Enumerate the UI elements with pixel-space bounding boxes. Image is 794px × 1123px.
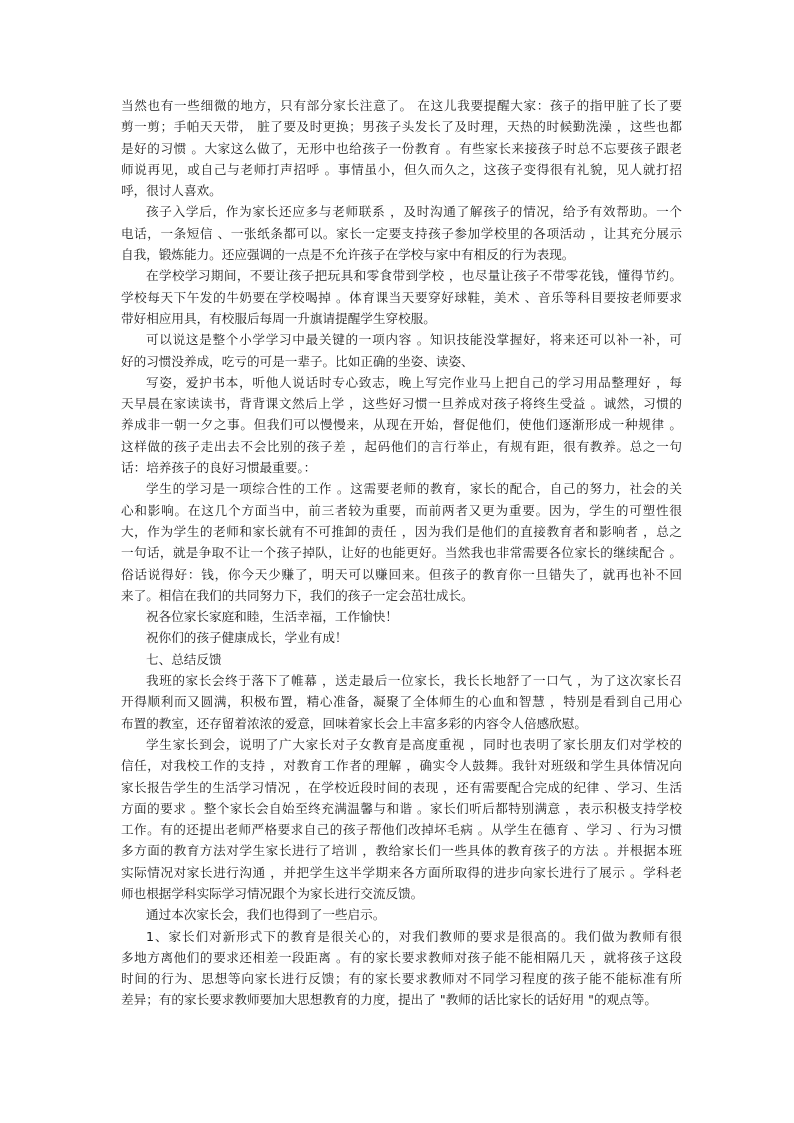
paragraph-line: 家长报告学生的生活学习情况 ，在学校近段时间的表现 ，还有需要配合完成的纪律 、学习、生活	[121, 779, 682, 795]
paragraph-line: 信任，对我校工作的支持 ，对教育工作者的理解 ，确实令人鼓舞。我针对班级和学生具体情况向	[121, 758, 682, 774]
paragraph-line: 带好相应用具，有校服后每周一升旗请提醒学生穿校服。	[121, 310, 436, 326]
paragraph-line: 学生家长到会，说明了广大家长对子女教育是高度重视 ，同时也表明了家长朋友们对学校的	[146, 736, 682, 752]
paragraph-line: 实际情况对家长进行沟通 ，并把学生这半学期来各方面所取得的进步向家长进行了展示 。学科老	[121, 864, 682, 880]
paragraph	[121, 926, 682, 1011]
paragraph-line: 方面的要求 。整个家长会自始至终充满温馨与和谐 。家长们听后都特别满意 ，表示积极支持学校	[121, 800, 682, 816]
paragraph-line: 我班的家长会终于落下了帷幕 ，送走最后一位家长，我长长地舒了一口气 ，为了这次家长召	[146, 673, 682, 689]
paragraph-line: 俗话说得好：钱，你今天少赚了，明天可以赚回来。但孩子的教育你一旦错失了，就再也补不回	[121, 566, 682, 582]
paragraph	[121, 904, 682, 925]
paragraph	[121, 606, 682, 627]
paragraph-line: 天早晨在家读读书，背背课文然后上学 ，这些好习惯一旦养成对孩子将终生受益 。诚然，习惯的	[121, 396, 682, 412]
paragraph	[121, 372, 682, 478]
paragraph-line: 七、总结反馈	[146, 651, 222, 667]
paragraph-line: 1、家长们对新形式下的教育是很关心的，对我们教师的要求是很高的。我们做为教师有很	[146, 928, 682, 944]
paragraph-line: 大，作为学生的老师和家长就有不可推卸的责任 ，因为我们是他们的直接教育者和影响者 ，总之	[121, 523, 682, 539]
paragraph-line: 多地方离他们的要求还相差一段距离 。有的家长要求教师对孩子能不能相隔几天 ，就将孩子这段	[121, 949, 682, 965]
paragraph-line: 时间的行为、思想等向家长进行反馈；有的家长要求教师对不同学习程度的孩子能不能标准有所	[121, 971, 682, 987]
paragraph-line: 工作。有的还提出老师严格要求自己的孩子帮他们改掉坏毛病 。从学生在德育 、学习 、行为习惯	[121, 822, 682, 838]
paragraph-line: 师也根据学科实际学习情况跟个为家长进行交流反馈。	[121, 885, 424, 901]
paragraph-line: 布置的教室，还存留着浓浓的爱意，回味着家长会上丰富多彩的内容令人倍感欣慰。	[121, 715, 587, 731]
paragraph-line: 当然也有一些细微的地方，只有部分家长注意了。 在这儿我要提醒大家：孩子的指甲脏了长了要	[121, 98, 682, 113]
paragraph-line: 电话，一条短信 、一张纸条都可以。家长一定要支持孩子参加学校里的各项活动 ，让其充分展示	[121, 225, 682, 241]
paragraph-line: 心和影响。在这几个方面当中，前三者较为重要，而前两者又更为重要。因为，学生的可塑性很	[121, 502, 682, 518]
paragraph	[121, 95, 682, 201]
paragraph	[121, 265, 682, 329]
paragraph	[121, 734, 682, 904]
paragraph-line: 这样做的孩子走出去不会比别的孩子差 ，起码他们的言行举止，有规有距，很有教养。总之一句	[121, 438, 682, 454]
paragraph-line: 开得顺利而又圆满，积极布置，精心准备，凝聚了全体师生的心血和智慧 ，特别是看到自己用心	[121, 694, 682, 710]
paragraph-line: 孩子入学后，作为家长还应多与老师联系 ，及时沟通了解孩子的情况，给予有效帮助。一个	[146, 204, 682, 220]
paragraph-line: 是好的习惯 。大家这么做了，无形中也给孩子一份教育 。有些家长来接孩子时总不忘要孩子跟老	[121, 140, 682, 156]
paragraph-line: 差异；有的家长要求教师要加大思想教育的力度，提出了 "教师的话比家长的话好用 "的观点等。	[121, 992, 657, 1008]
paragraph-line: 话：培养孩子的良好习惯最重要。：	[121, 460, 317, 476]
paragraph-line: 祝你们的孩子健康成长，学业有成！	[146, 630, 348, 646]
paragraph-line: 好的习惯没养成，吃亏的可是一辈子。比如正确的坐姿、读姿、	[121, 353, 474, 369]
paragraph	[121, 670, 682, 734]
paragraph-line: 呼，很讨人喜欢。	[121, 183, 222, 199]
paragraph-line: 自我，锻炼能力。还应强调的一点是不允许孩子在学校与家中有相反的行为表现。	[121, 247, 575, 263]
document-body	[121, 95, 682, 1011]
paragraph-line: 在学校学习期间，不要让孩子把玩具和零食带到学校 ，也尽量让孩子不带零花钱，懂得节约。	[146, 268, 682, 284]
paragraph	[121, 329, 682, 372]
paragraph-line: 学生的学习是一项综合性的工作 。这需要老师的教育，家长的配合，自己的努力，社会的关	[146, 481, 682, 497]
paragraph-line: 来了。相信在我们的共同努力下，我们的孩子一定会茁壮成长。	[121, 587, 474, 603]
paragraph-line: 一句话，就是争取不让一个孩子掉队，让好的也能更好。当然我也非常需要各位家长的继续配合 。	[121, 545, 682, 561]
paragraph	[121, 201, 682, 265]
paragraph-line: 剪一剪；手帕天天带， 脏了要及时更换；男孩子头发长了及时理，天热的时候勤洗澡 ，这些也都	[121, 119, 682, 135]
paragraph-line: 学校每天下午发的牛奶要在学校喝掉 。体育课当天要穿好球鞋，美术 、音乐等科目要按老师要求	[121, 289, 682, 305]
paragraph-line: 养成非一朝一夕之事。但我们可以慢慢来，从现在开始，督促他们，使他们逐渐形成一种规律 。	[121, 417, 682, 433]
paragraph-line: 通过本次家长会，我们也得到了一些启示。	[146, 907, 386, 923]
paragraph	[121, 627, 682, 648]
paragraph-line: 可以说这是整个小学学习中最关键的一项内容 。知识技能没掌握好，将来还可以补一补，可	[146, 332, 682, 348]
paragraph-line: 写姿，爱护书本，听他人说话时专心致志，晚上写完作业马上把自己的学习用品整理好 ，每	[146, 374, 682, 390]
paragraph	[121, 478, 682, 606]
paragraph-line: 祝各位家长家庭和睦，生活幸福，工作愉快！	[146, 609, 398, 625]
paragraph-line: 多方面的教育方法对学生家长进行了培训 ，教给家长们一些具体的教育孩子的方法 。并根据本班	[121, 843, 682, 859]
paragraph-line: 师说再见，或自己与老师打声招呼 。事情虽小，但久而久之，这孩子变得很有礼貌，见人就打招	[121, 161, 682, 177]
paragraph	[121, 649, 682, 670]
